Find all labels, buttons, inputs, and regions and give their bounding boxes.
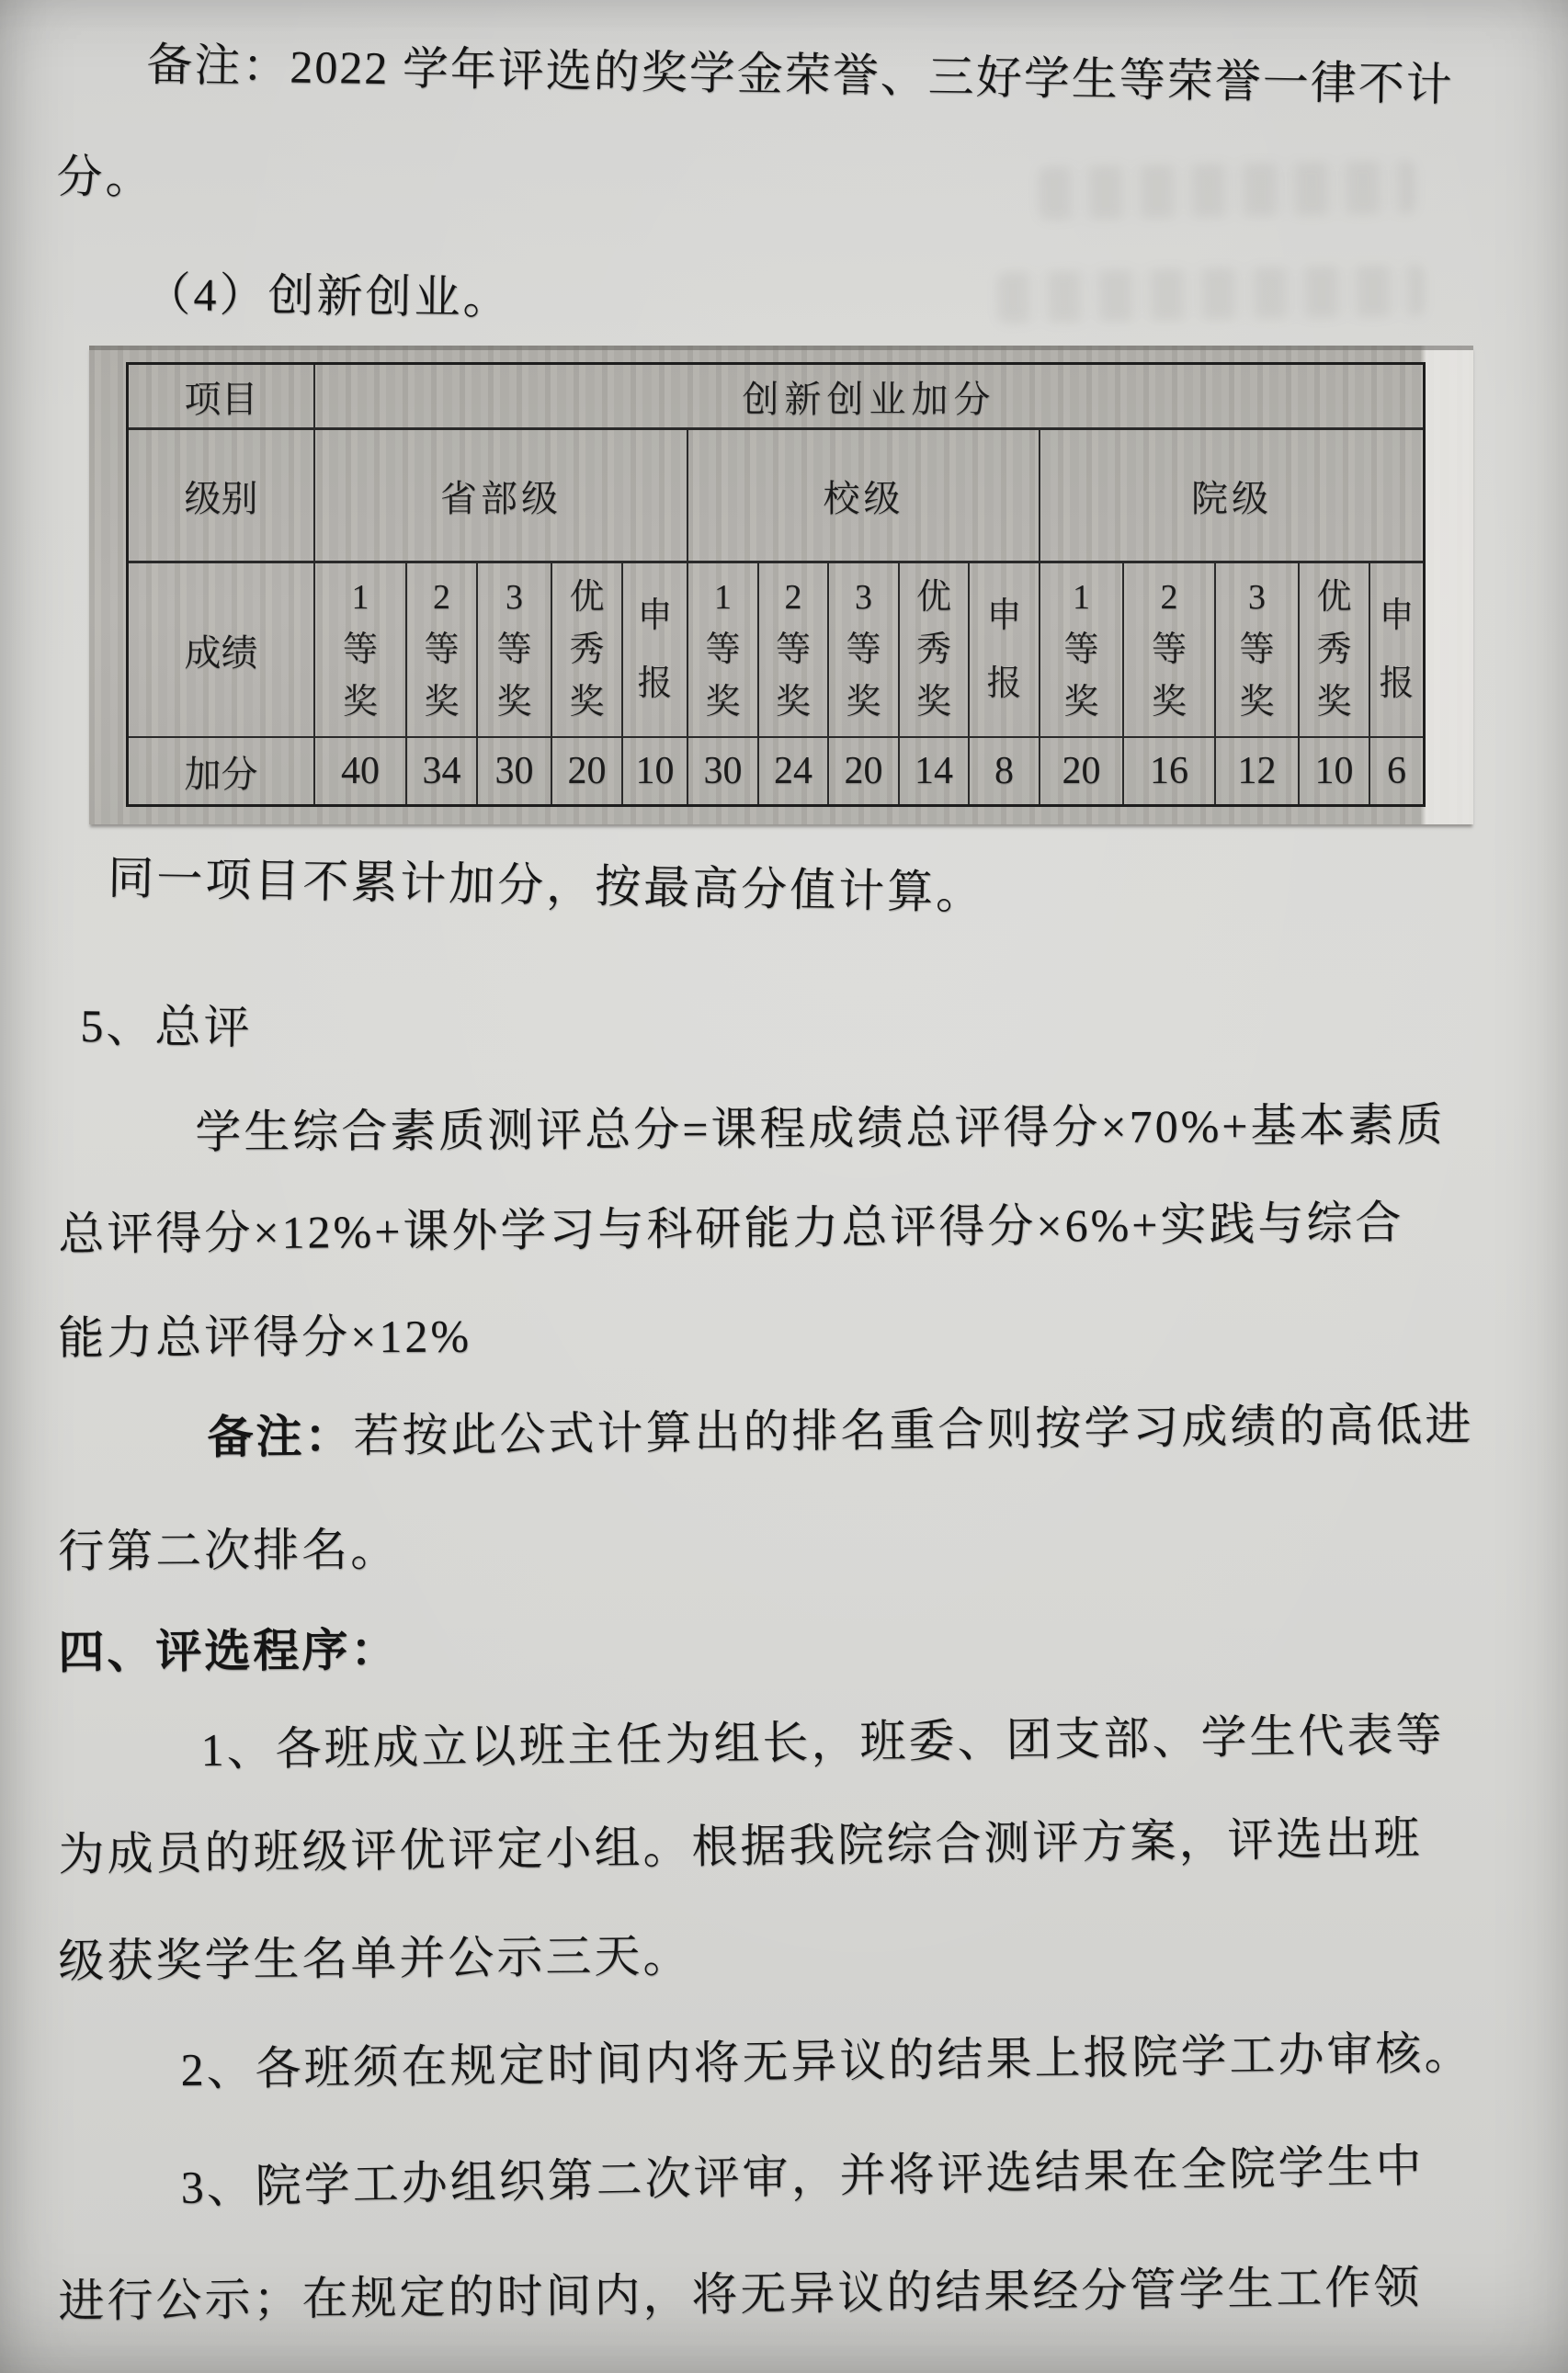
cell-level-college: 院级 [1040,430,1423,563]
cell-bonus-5: 30 [688,738,759,804]
cell-grade-0 [315,563,407,738]
section-procedure-heading: 四、评选程序： [58,1624,400,1678]
cell-bonus-9: 8 [970,738,1040,804]
grade-text: 优秀奖 [569,577,605,721]
cell-bonus-13: 10 [1300,738,1370,804]
cell-grade-9 [970,563,1040,738]
grade-text: 1等奖 [1063,577,1099,721]
cell-grade-11 [1124,563,1216,738]
procedure-step3-line2: 进行公示；在规定的时间内，将无异议的结果经分管学生工作领 [58,2261,1423,2327]
cell-bonus-7: 20 [829,738,900,804]
cell-bonus-1: 34 [407,738,478,804]
grade-text: 3等奖 [846,577,881,721]
cell-grade-5 [688,563,759,738]
procedure-step2: 2、各班须在规定时间内将无异议的结果上报院学工办审核。 [180,2027,1473,2095]
note-ranking-line1 [207,1388,1474,1467]
cell-bonus-12: 12 [1216,738,1300,804]
cell-grade-8 [900,563,970,738]
note-rest: 若按此公式计算出的排名重合则按学习成绩的高低进 [353,1398,1474,1462]
cell-grade-1 [407,563,478,738]
bleedthrough-artifact [997,265,1426,324]
note-2022-line1: 备注：2022 学年评选的奖学金荣誉、三好学生等荣誉一律不计 [145,38,1455,111]
cell-item-value: 创新创业加分 [315,365,1423,430]
cell-level-provincial: 省部级 [315,430,688,563]
cell-grade-7 [829,563,900,738]
note-label: 备注： [207,1410,354,1463]
formula-line2: 总评得分×12%+课外学习与科研能力总评得分×6%+实践与综合 [58,1197,1404,1260]
grade-text: 2等奖 [1151,577,1187,721]
procedure-step1-line1: 1、各班成立以班主任为组长，班委、团支部、学生代表等 [200,1709,1445,1776]
grade-text: 优秀奖 [1316,577,1352,721]
cell-bonus-0: 40 [315,738,407,804]
cell-level-school: 校级 [688,430,1040,563]
cell-bonus-3: 20 [552,738,623,804]
grade-text: 3等奖 [1239,577,1275,721]
cell-bonus-label: 加分 [129,738,315,804]
table-footnote: 同一项目不累计加分，按最高分值计算。 [107,851,985,919]
grade-text: 申报 [637,596,673,703]
cell-grade-3 [552,563,623,738]
table-scan-backdrop [89,346,1473,824]
cell-bonus-8: 14 [900,738,970,804]
grade-text: 申报 [986,596,1022,703]
formula-line3: 能力总评得分×12% [58,1310,472,1364]
grade-text: 1等奖 [705,577,741,721]
procedure-step1-line3: 级获奖学生名单并公示三天。 [58,1929,692,1987]
cell-grade-6 [759,563,829,738]
section-5-heading: 5、总评 [80,999,253,1054]
grade-text: 3等奖 [496,577,532,721]
grade-text: 申报 [1379,596,1415,703]
grade-text: 2等奖 [424,577,460,721]
grade-text: 2等奖 [775,577,811,721]
cell-item-label: 项目 [129,365,315,430]
cell-bonus-4: 10 [623,738,688,804]
cell-grade-4 [623,563,688,738]
cell-bonus-10: 20 [1040,738,1124,804]
cell-grade-12 [1216,563,1300,738]
procedure-step1-line2: 为成员的班级评优评定小组。根据我院综合测评方案，评选出班 [58,1811,1423,1880]
cell-bonus-2: 30 [478,738,552,804]
cell-bonus-11: 16 [1124,738,1216,804]
bleedthrough-artifact [1039,160,1416,220]
cell-level-label: 级别 [129,430,315,563]
cell-grade-2 [478,563,552,738]
note-2022-line2: 分。 [56,150,154,204]
cell-grade-13 [1300,563,1370,738]
section-4-heading: （4）创新创业。 [144,267,512,324]
cell-grade-label: 成绩 [129,563,315,738]
procedure-step3-line1: 3、院学工办组织第二次评审，并将评选结果在全院学生中 [180,2140,1425,2213]
cell-bonus-6: 24 [759,738,829,804]
formula-line1: 学生综合素质测评总分=课程成绩总评得分×70%+基本素质 [195,1098,1446,1158]
note-ranking-line2: 行第二次排名。 [58,1524,400,1577]
cell-grade-10 [1040,563,1124,738]
cell-bonus-14: 6 [1387,750,1406,792]
cell-grade-14 [1370,563,1423,738]
grade-text: 1等奖 [342,577,378,721]
bonus-points-table [126,362,1426,807]
grade-text: 优秀奖 [915,577,951,721]
